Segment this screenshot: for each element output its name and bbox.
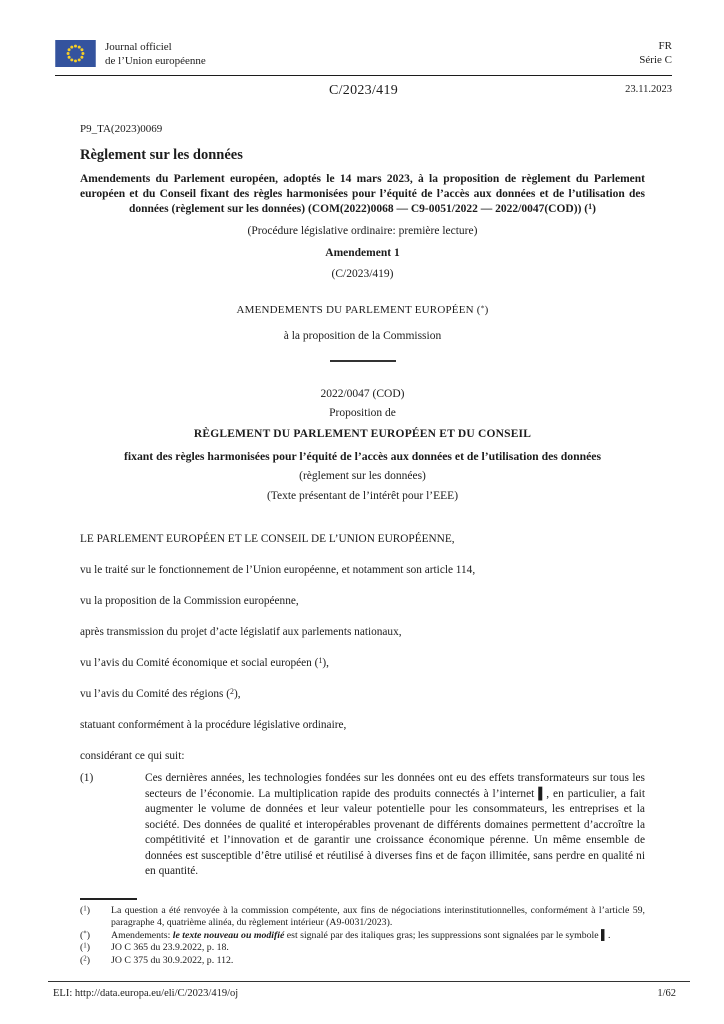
publication-date: 23.11.2023: [625, 84, 672, 95]
preamble-text: LE PARLEMENT EUROPÉEN ET LE CONSEIL DE L’UNION EUROPÉENNE,: [80, 533, 455, 545]
journal-title: [105, 40, 206, 68]
footnote-suffix: est signalé par des italiques gras; les suppressions sont signalées par le symbole ▌.: [284, 929, 611, 941]
section-heading-text: AMENDEMENTS DU PARLEMENT EUROPÉEN: [236, 304, 477, 316]
language-code: FR: [658, 40, 672, 52]
footnote: [80, 955, 645, 967]
footnote: [80, 942, 645, 954]
procedure-reference: P9_TA(2023)0069: [80, 123, 163, 135]
proposal-label: Proposition de: [329, 407, 396, 419]
preamble-text: après transmission du projet d’acte législatif aux parlements nationaux,: [80, 626, 402, 638]
preamble-line: [80, 594, 645, 608]
footnote-ref-star: (*): [476, 303, 489, 316]
preamble-line: [80, 749, 645, 763]
footnote-emphasis: le texte nouveau ou modifié: [172, 929, 285, 941]
section-heading: [80, 304, 645, 316]
preamble-line: [80, 718, 645, 732]
footnote-marker: ($^1$): [80, 905, 90, 916]
preamble-text: vu l’avis du Comité économique et social européen: [80, 657, 315, 669]
series-label: Série C: [639, 53, 672, 66]
document-body: [80, 123, 645, 880]
header-rule: [55, 75, 672, 76]
journal-title-line1: Journal officiel: [105, 41, 172, 53]
footnote-marker: ($^1$): [80, 942, 90, 954]
preamble-line: [80, 563, 645, 577]
footnote-text: JO C 375 du 30.9.2022, p. 112.: [111, 954, 234, 966]
footnote-ref-1-inline: ($^1$): [314, 656, 327, 669]
eu-flag-icon: [55, 40, 96, 67]
recital-number: (1): [80, 772, 94, 784]
document-subtitle: [80, 172, 645, 217]
footnotes-section: [80, 898, 645, 967]
subtitle-text: Amendements du Parlement européen, adoptés le 14 mars 2023, à la proposition de règlement du Parlement européen et du Conseil fixant des règles harmonisées pour l’équité de l’accès aux données et de l’utilisation des données (règlement sur les données) (COM(2022)0068 — C9-0051/2022 — 2022/0047(COD)): [80, 173, 645, 215]
preamble-line: [80, 687, 645, 701]
eli-identifier: ELI: http://data.europa.eu/eli/C/2023/419/oj: [53, 988, 239, 999]
eee-note: (Texte présentant de l’intérêt pour l’EEE): [266, 490, 459, 502]
masthead-right: [639, 40, 672, 67]
footnote-prefix: Amendements:: [111, 929, 173, 941]
section-subheading: à la proposition de la Commission: [283, 330, 442, 342]
footnote-text: JO C 365 du 23.9.2022, p. 18.: [111, 942, 229, 954]
masthead: [55, 40, 672, 68]
footnote-text: [111, 930, 645, 942]
footnote: [80, 930, 645, 942]
preamble-tail: ,: [237, 688, 241, 700]
preamble-tail: ,: [326, 657, 329, 669]
section-separator: [330, 360, 396, 362]
footnote-ref-1: ($^1$): [584, 202, 596, 215]
recital-1: [80, 771, 645, 880]
preamble-line: [80, 656, 645, 670]
page-footer: [48, 981, 690, 999]
footnote-rule: [80, 898, 137, 900]
recital-text: Ces dernières années, les technologies fondées sur les données ont eu des effets transformateurs sur tous les secteurs de l’économie. La multiplication rapide des produits connectés à l’internet ▌, en particulier, a fait augmenter le volume de données et leur valeur potentielle pour les consommateurs, les entreprises et la société. Des données de qualité et interopérables provenant de différents domaines permettent d’accroître la compétitivité et l’innovation et de garantir une croissance économique pérenne. Un même ensemble de données est susceptible d’être utilisé et réutilisé à diverses fins et de façon illimitée, sans perdre en qualité ni en quantité.: [145, 772, 645, 877]
preamble-line: [80, 532, 645, 546]
masthead-left: [55, 40, 206, 68]
preamble-line: [80, 625, 645, 639]
cod-reference: 2022/0047 (COD): [320, 388, 405, 400]
document-number: C/2023/419: [328, 83, 399, 98]
footnote-text: La question a été renvoyée à la commission compétente, aux fins de négociations interinstitutionnelles, conformément à l’article 59, paragraphe 4, quatrième alinéa, du règlement intérieur (A9-0031/2023).: [111, 905, 645, 929]
preamble-text: vu la proposition de la Commission européenne,: [80, 595, 299, 607]
footnote: [80, 905, 645, 930]
journal-title-line2: de l’Union européenne: [105, 54, 206, 67]
proposal-title: RÈGLEMENT DU PARLEMENT EUROPÉEN ET DU CONSEIL: [193, 428, 532, 440]
amendment-label: Amendement 1: [325, 247, 400, 259]
proposal-paren: (règlement sur les données): [299, 470, 426, 482]
document-number-row: [55, 83, 672, 103]
footnote-ref-2-inline: ($^2$): [226, 687, 238, 700]
footer-row: [48, 982, 690, 999]
document-number-paren: (C/2023/419): [331, 268, 394, 280]
footnote-marker: ($^2$): [80, 954, 90, 966]
procedure-note: (Procédure législative ordinaire: première lecture): [247, 225, 478, 237]
preamble-text: considérant ce qui suit:: [80, 750, 185, 762]
proposal-subtitle: fixant des règles harmonisées pour l’équité de l’accès aux données et de l’utilisation des données: [123, 450, 602, 463]
page-number: 1/62: [657, 988, 676, 999]
footnote-marker: (*): [80, 929, 90, 941]
preamble-text: vu l’avis du Comité des régions: [80, 688, 227, 700]
preamble-text: statuant conformément à la procédure législative ordinaire,: [80, 719, 347, 731]
document-title: Règlement sur les données: [80, 147, 243, 163]
preamble-text: vu le traité sur le fonctionnement de l’Union européenne, et notamment son article 114,: [80, 564, 476, 576]
